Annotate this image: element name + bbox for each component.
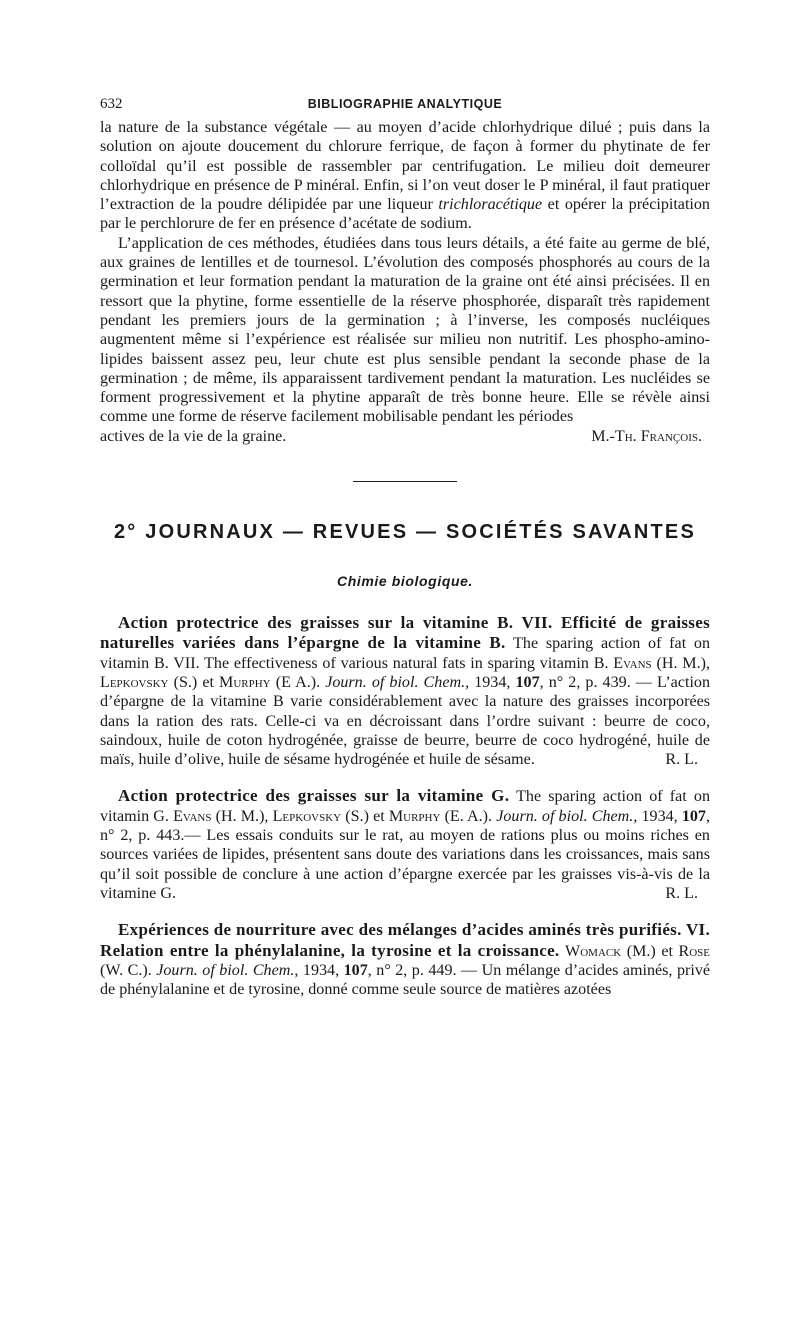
section-title: 2° JOURNAUX — REVUES — SOCIÉTÉS SAVANTES [113, 521, 696, 544]
journal: Journ. of biol. Chem. [325, 673, 466, 691]
abstract-body: Les essais conduits sur le rat, au moyen de rations plus ou moins riches en sources variées de lipides, présentent sans doute des variations dans les croissances, mais sans qu’il soit possible de conclure à une action d’épargne exercée par les graisses vis-à-vis de la vitamine G. [100, 827, 710, 902]
author: Rose [678, 942, 710, 960]
issue: , n° 2, p. 449. — [367, 961, 482, 979]
year: , 1934, [465, 673, 516, 691]
year: , 1934, [294, 961, 344, 979]
review-last-text: actives de la vie de la graine. [100, 427, 287, 445]
initials-text: (H. M.), [651, 654, 710, 672]
abstract-body: L’action d’épargne de la vitamine B varie considérablement avec la nature des graisses incorporées dans la ration des rats. Celle-ci va en décroissant dans l’ordre suivant : beurre de coco, saindoux, huile de coton hydrogénée, graisse de beurre, beurre de coco hydrogéné, huile de maïs, huile d’olive, huile de sésame hydrogénée et huile de sésame. [100, 673, 711, 769]
review-paragraph-2: L’application de ces méthodes, étudiées dans tous leurs détails, a été faite au germe de blé, aux graines de lentilles et de tournesol. L’évolution des composés phosphorés au cours de la germination et leur formation pendant la maturation de la graine ont été ainsi précisées. Il en ressort que la phytine, forme essentielle de la réserve phosphorée, disparaît très rapidement pendant les premiers jours de la germination ; à l’inverse, les composés nucléiques augmentent même si l’expérience est réalisée sur milieu non nutritif. Les phospho-amino-lipides baissent assez peu, leur chute est plus sensible pendant la seconde phase de la germination ; de même, ils apparaissent tardivement pendant la maturation. Les nucléides se forment progressivement et la phytine apparaît de très bonne heure. Elle se révèle ainsi comme une forme de réserve facilement mobilisable pendant les périodes [100, 234, 710, 426]
author: Murphy [388, 807, 441, 825]
signature: M.-Th. François. [591, 427, 702, 445]
text: et opérer la précipitation par le perchlorure de fer en présence d’acétate de sodium. [100, 196, 710, 233]
text: la nature de la substance végétale — au moyen d’acide chlorhydrique dilué ; puis dans la solution on ajoute doucement du chlorure ferrique, de façon à former du phytinate de fer colloïdal qu’il est possible de rassembler par centrifugation. Le milieu doit demeurer chlorhydrique en présence de P minéral. Enfin, si l’on veut doser le P minéral, il faut pratiquer l’extraction de la poudre délipidée par une liqueur [100, 119, 710, 214]
initials-text: (S.) et [341, 807, 389, 825]
issue: , n° 2, p. 443.— [100, 807, 710, 845]
author: Womack [565, 942, 622, 960]
initials-text: (H. M.), [211, 807, 273, 825]
running-title: BIBLIOGRAPHIE ANALYTIQUE [307, 97, 503, 111]
author: Evans [173, 807, 212, 825]
initials-text: (M.) et [621, 942, 679, 960]
page [100, 96, 710, 1016]
english-title: The sparing action of fat on vitamin G. [100, 788, 710, 825]
abstract-body: Un mélange d’acides aminés, privé de phénylalanine et de tyrosine, donné comme seule source de matières azotées [100, 961, 711, 999]
separator-rule [353, 481, 457, 482]
english-title: The sparing action of fat on vitamin B. VII. The effectiveness of various natural fats in sparing vitamin B. [100, 635, 711, 672]
abstract-entry [100, 613, 710, 769]
volume: 107 [515, 673, 540, 691]
author: Murphy [219, 673, 271, 691]
author: Lepkovsky [100, 673, 169, 691]
initials-text: (W. C.). [100, 961, 157, 979]
journal: Journ. of biol. Chem. [156, 961, 295, 979]
entry-title: Action protectrice des graisses sur la vitamine G. [118, 786, 510, 806]
reviewer-initials: R. L. [665, 751, 698, 769]
review-paragraph-1 [100, 118, 710, 234]
volume: 107 [343, 961, 368, 979]
reviewer-initials: R. L. [665, 884, 698, 902]
initials-text: (E A.). [270, 673, 326, 691]
initials-text: (S.) et [168, 673, 220, 691]
initials-text: (E. A.). [440, 807, 497, 825]
review-last-line [100, 427, 710, 446]
journal: Journ. of biol. Chem. [496, 807, 634, 825]
running-head [100, 96, 710, 118]
italic-term: trichloracétique [438, 196, 543, 214]
page-number: 632 [100, 96, 123, 112]
volume: 107 [681, 807, 706, 825]
subsection-title: Chimie biologique. [336, 573, 474, 590]
year: , 1934, [633, 807, 682, 825]
entry-title: Expériences de nourriture avec des mélanges d’acides aminés très purifiés. VI. Relation entre la phénylalanine, la tyrosine et la croissance. [100, 920, 710, 960]
entry-title: Action protectrice des graisses sur la vitamine B. VII. Efficité de graisses naturelles variées dans l’épargne de la vitamine B. [100, 613, 710, 653]
author: Lepkovsky [272, 807, 342, 825]
author: Evans [613, 654, 652, 672]
abstract-entry [100, 786, 710, 903]
abstract-entry [100, 920, 710, 999]
issue: , n° 2, p. 439. — [539, 673, 657, 691]
